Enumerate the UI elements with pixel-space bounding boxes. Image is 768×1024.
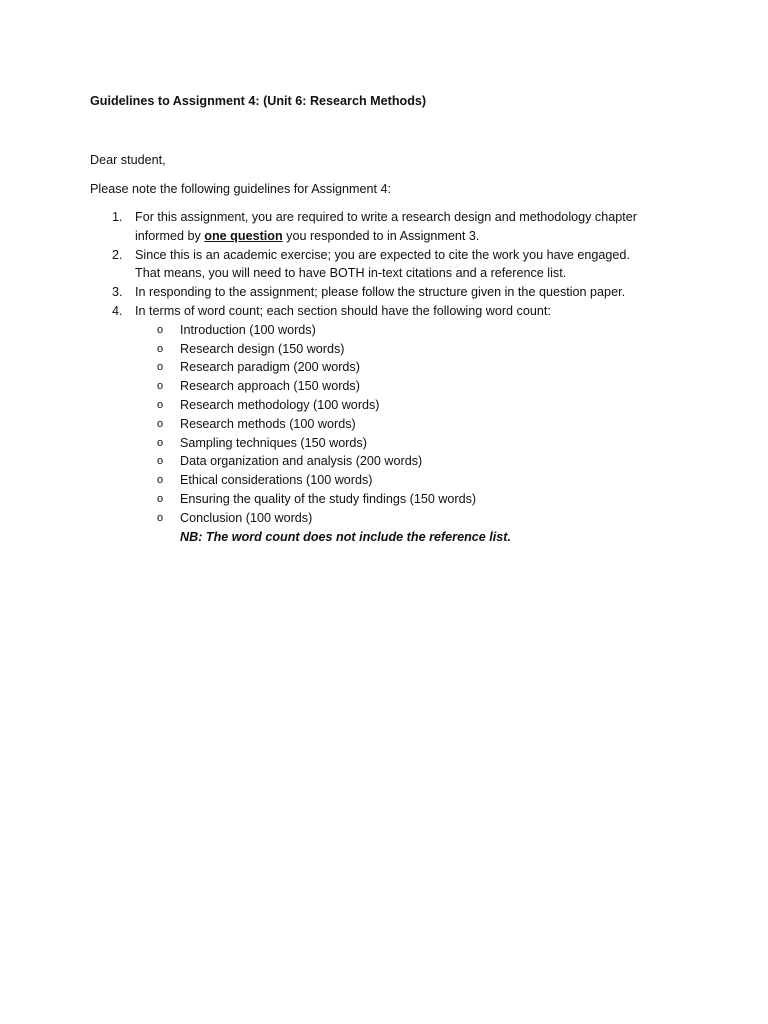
bullet-icon: o xyxy=(157,511,164,524)
word-count-text: Research approach (150 words) xyxy=(180,379,360,394)
word-count-text: Conclusion (100 words) xyxy=(180,510,313,525)
guideline-text-fragment: you responded to in Assignment 3. xyxy=(282,228,480,243)
list-marker: 1. xyxy=(112,210,123,224)
guideline-text: In responding to the assignment; please follow the structure given in the question paper. xyxy=(135,285,626,300)
word-count-note: NB: The word count does not include the reference list. xyxy=(180,529,511,544)
greeting: Dear student, xyxy=(90,153,166,167)
word-count-text: Research paradigm (200 words) xyxy=(180,360,360,375)
intro-paragraph: Please note the following guidelines for Assignment 4: xyxy=(90,182,392,196)
guideline-text: For this assignment, you are required to write a research design and methodology chapter xyxy=(135,210,637,224)
word-count-item xyxy=(90,321,650,340)
word-count-item xyxy=(90,509,650,528)
bullet-icon: o xyxy=(157,361,164,374)
guideline-text-continued xyxy=(135,227,690,246)
emphasized-phrase: one question xyxy=(204,228,283,243)
bullet-icon: o xyxy=(157,492,164,505)
list-marker: 3. xyxy=(112,285,123,300)
guideline-text: In terms of word count; each section should have the following word count: xyxy=(135,303,551,318)
word-count-text: Research design (150 words) xyxy=(180,341,345,356)
word-count-item xyxy=(90,434,650,453)
guideline-item-4 xyxy=(90,302,690,546)
bullet-icon: o xyxy=(157,342,164,355)
bullet-icon: o xyxy=(157,436,164,449)
word-count-text: Ethical considerations (100 words) xyxy=(180,473,373,488)
list-marker: 2. xyxy=(112,247,123,262)
word-count-item xyxy=(90,358,650,377)
guideline-item-3 xyxy=(90,283,690,302)
guideline-text: Since this is an academic exercise; you are expected to cite the work you have engaged. xyxy=(135,247,630,262)
word-count-text: Data organization and analysis (200 words) xyxy=(180,454,423,469)
word-count-item xyxy=(90,340,650,359)
word-count-item xyxy=(90,452,650,471)
word-count-text: Ensuring the quality of the study findings (150 words) xyxy=(180,491,477,506)
word-count-text: Research methodology (100 words) xyxy=(180,397,380,412)
bullet-icon: o xyxy=(157,323,164,336)
word-count-item xyxy=(90,396,650,415)
bullet-icon: o xyxy=(157,455,164,468)
guideline-item-1 xyxy=(90,208,690,246)
word-count-item xyxy=(90,490,650,509)
word-count-text: Sampling techniques (150 words) xyxy=(180,435,367,450)
guidelines-list xyxy=(90,208,690,546)
list-marker: 4. xyxy=(112,303,123,318)
bullet-icon: o xyxy=(157,398,164,411)
word-count-item xyxy=(90,471,650,490)
document-title: Guidelines to Assignment 4: (Unit 6: Research Methods) xyxy=(90,94,427,108)
bullet-icon: o xyxy=(157,380,164,393)
bullet-icon: o xyxy=(157,474,164,487)
bullet-icon: o xyxy=(157,417,164,430)
guideline-item-2 xyxy=(90,246,690,284)
word-count-text: Research methods (100 words) xyxy=(180,416,356,431)
word-count-item xyxy=(90,377,650,396)
guideline-text-continued: That means, you will need to have BOTH in-text citations and a reference list. xyxy=(135,266,567,281)
word-count-text: Introduction (100 words) xyxy=(180,322,316,337)
word-count-item xyxy=(90,415,650,434)
guideline-text-fragment: informed by xyxy=(135,228,205,243)
word-count-list xyxy=(90,321,650,528)
